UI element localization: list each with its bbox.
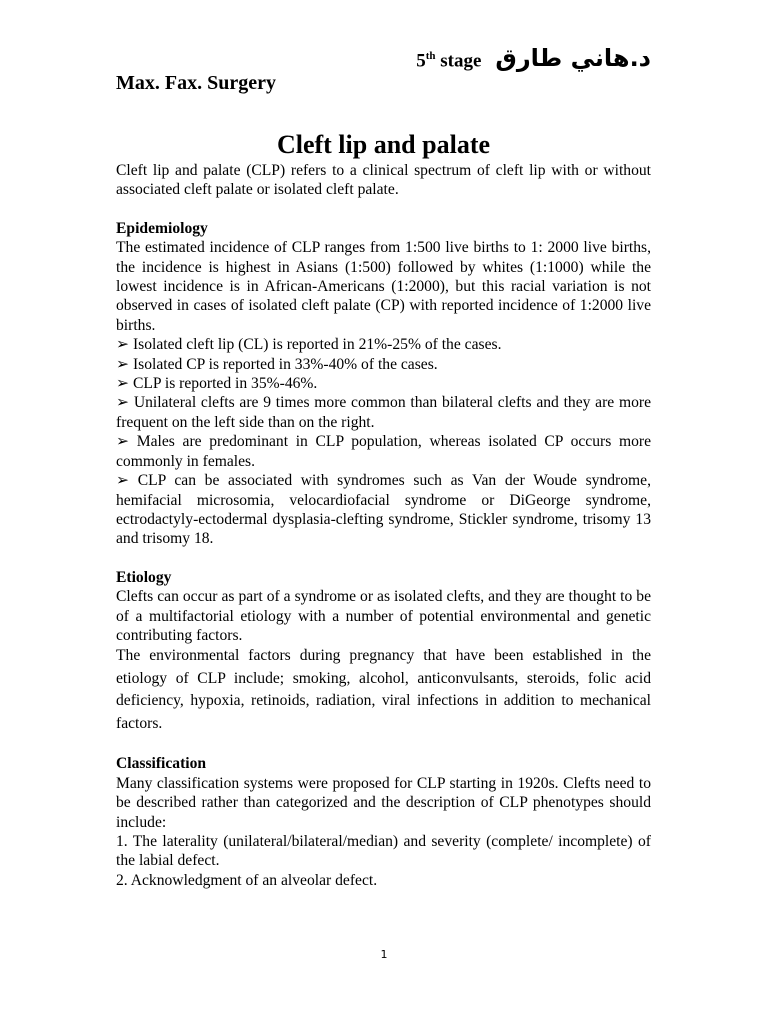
header-top [416, 44, 651, 72]
etiology-paragraph: The environmental factors during pregnancy that have been established in the etiology of CLP include; smoking, alcohol, anticonvulsants, steroids, folic acid deficiency, hypoxia, retinoids, radiation, viral infections in addition to mechanical factors. [116, 647, 651, 732]
numbered-item: 1. The laterality (unilateral/bilateral/median) and severity (complete/ incomplete) of the labial defect. [116, 832, 651, 870]
classification-paragraph: Many classification systems were proposed for CLP starting in 1920s. Clefts need to be described rather than categorized and the description of CLP phenotypes should include: [116, 774, 651, 831]
etiology-heading: Etiology [116, 568, 172, 586]
bullet-item: ➢ CLP can be associated with syndromes such as Van der Woude syndrome, hemifacial microsomia, velocardiofacial syndrome or DiGeorge syndrome, ectrodactyly-ectodermal dysplasia-clefting syndrome, Stickler syndrome, trisomy 13 and trisomy 18. [116, 472, 651, 548]
subject-title: Max. Fax. Surgery [116, 72, 276, 94]
bullet-item: ➢ Isolated CP is reported in 33%-40% of the cases. [116, 355, 438, 373]
page-title: Cleft lip and palate [276, 130, 491, 159]
bullet-item: ➢ Isolated cleft lip (CL) is reported in 21%-25% of the cases. [116, 336, 502, 354]
epidemiology-heading: Epidemiology [116, 219, 208, 237]
document-body [116, 161, 651, 890]
stage-label: 5th stage [416, 49, 482, 71]
numbered-item: 2. Acknowledgment of an alveolar defect. [116, 871, 378, 889]
classification-heading: Classification [116, 755, 207, 773]
bullet-item: ➢ Males are predominant in CLP population, whereas isolated CP occurs more commonly in females. [116, 433, 651, 470]
epidemiology-paragraph: The estimated incidence of CLP ranges from 1:500 live births to 1: 2000 live births, the incidence is highest in Asians (1:500) followed by whites (1:1000) while the lowest incidence is in African-Americans (1:2000), but this racial variation is not observed in cases of isolated cleft palate (CP) with reported incidence of 1:2000 live births. [116, 239, 651, 334]
intro-paragraph: Cleft lip and palate (CLP) refers to a clinical spectrum of cleft lip with or without associated cleft palate or isolated cleft palate. [116, 162, 651, 199]
author-name: د.هاني طارق [495, 44, 651, 72]
bullet-item: ➢ CLP is reported in 35%-46%. [116, 375, 318, 393]
bullet-item: ➢ Unilateral clefts are 9 times more common than bilateral clefts and they are more frequent on the left side than on the right. [116, 394, 651, 431]
etiology-paragraph: Clefts can occur as part of a syndrome or as isolated clefts, and they are thought to be of a multifactorial etiology with a number of potential environmental and genetic contributing factors. [116, 588, 651, 644]
page-number: 1 [380, 948, 388, 961]
